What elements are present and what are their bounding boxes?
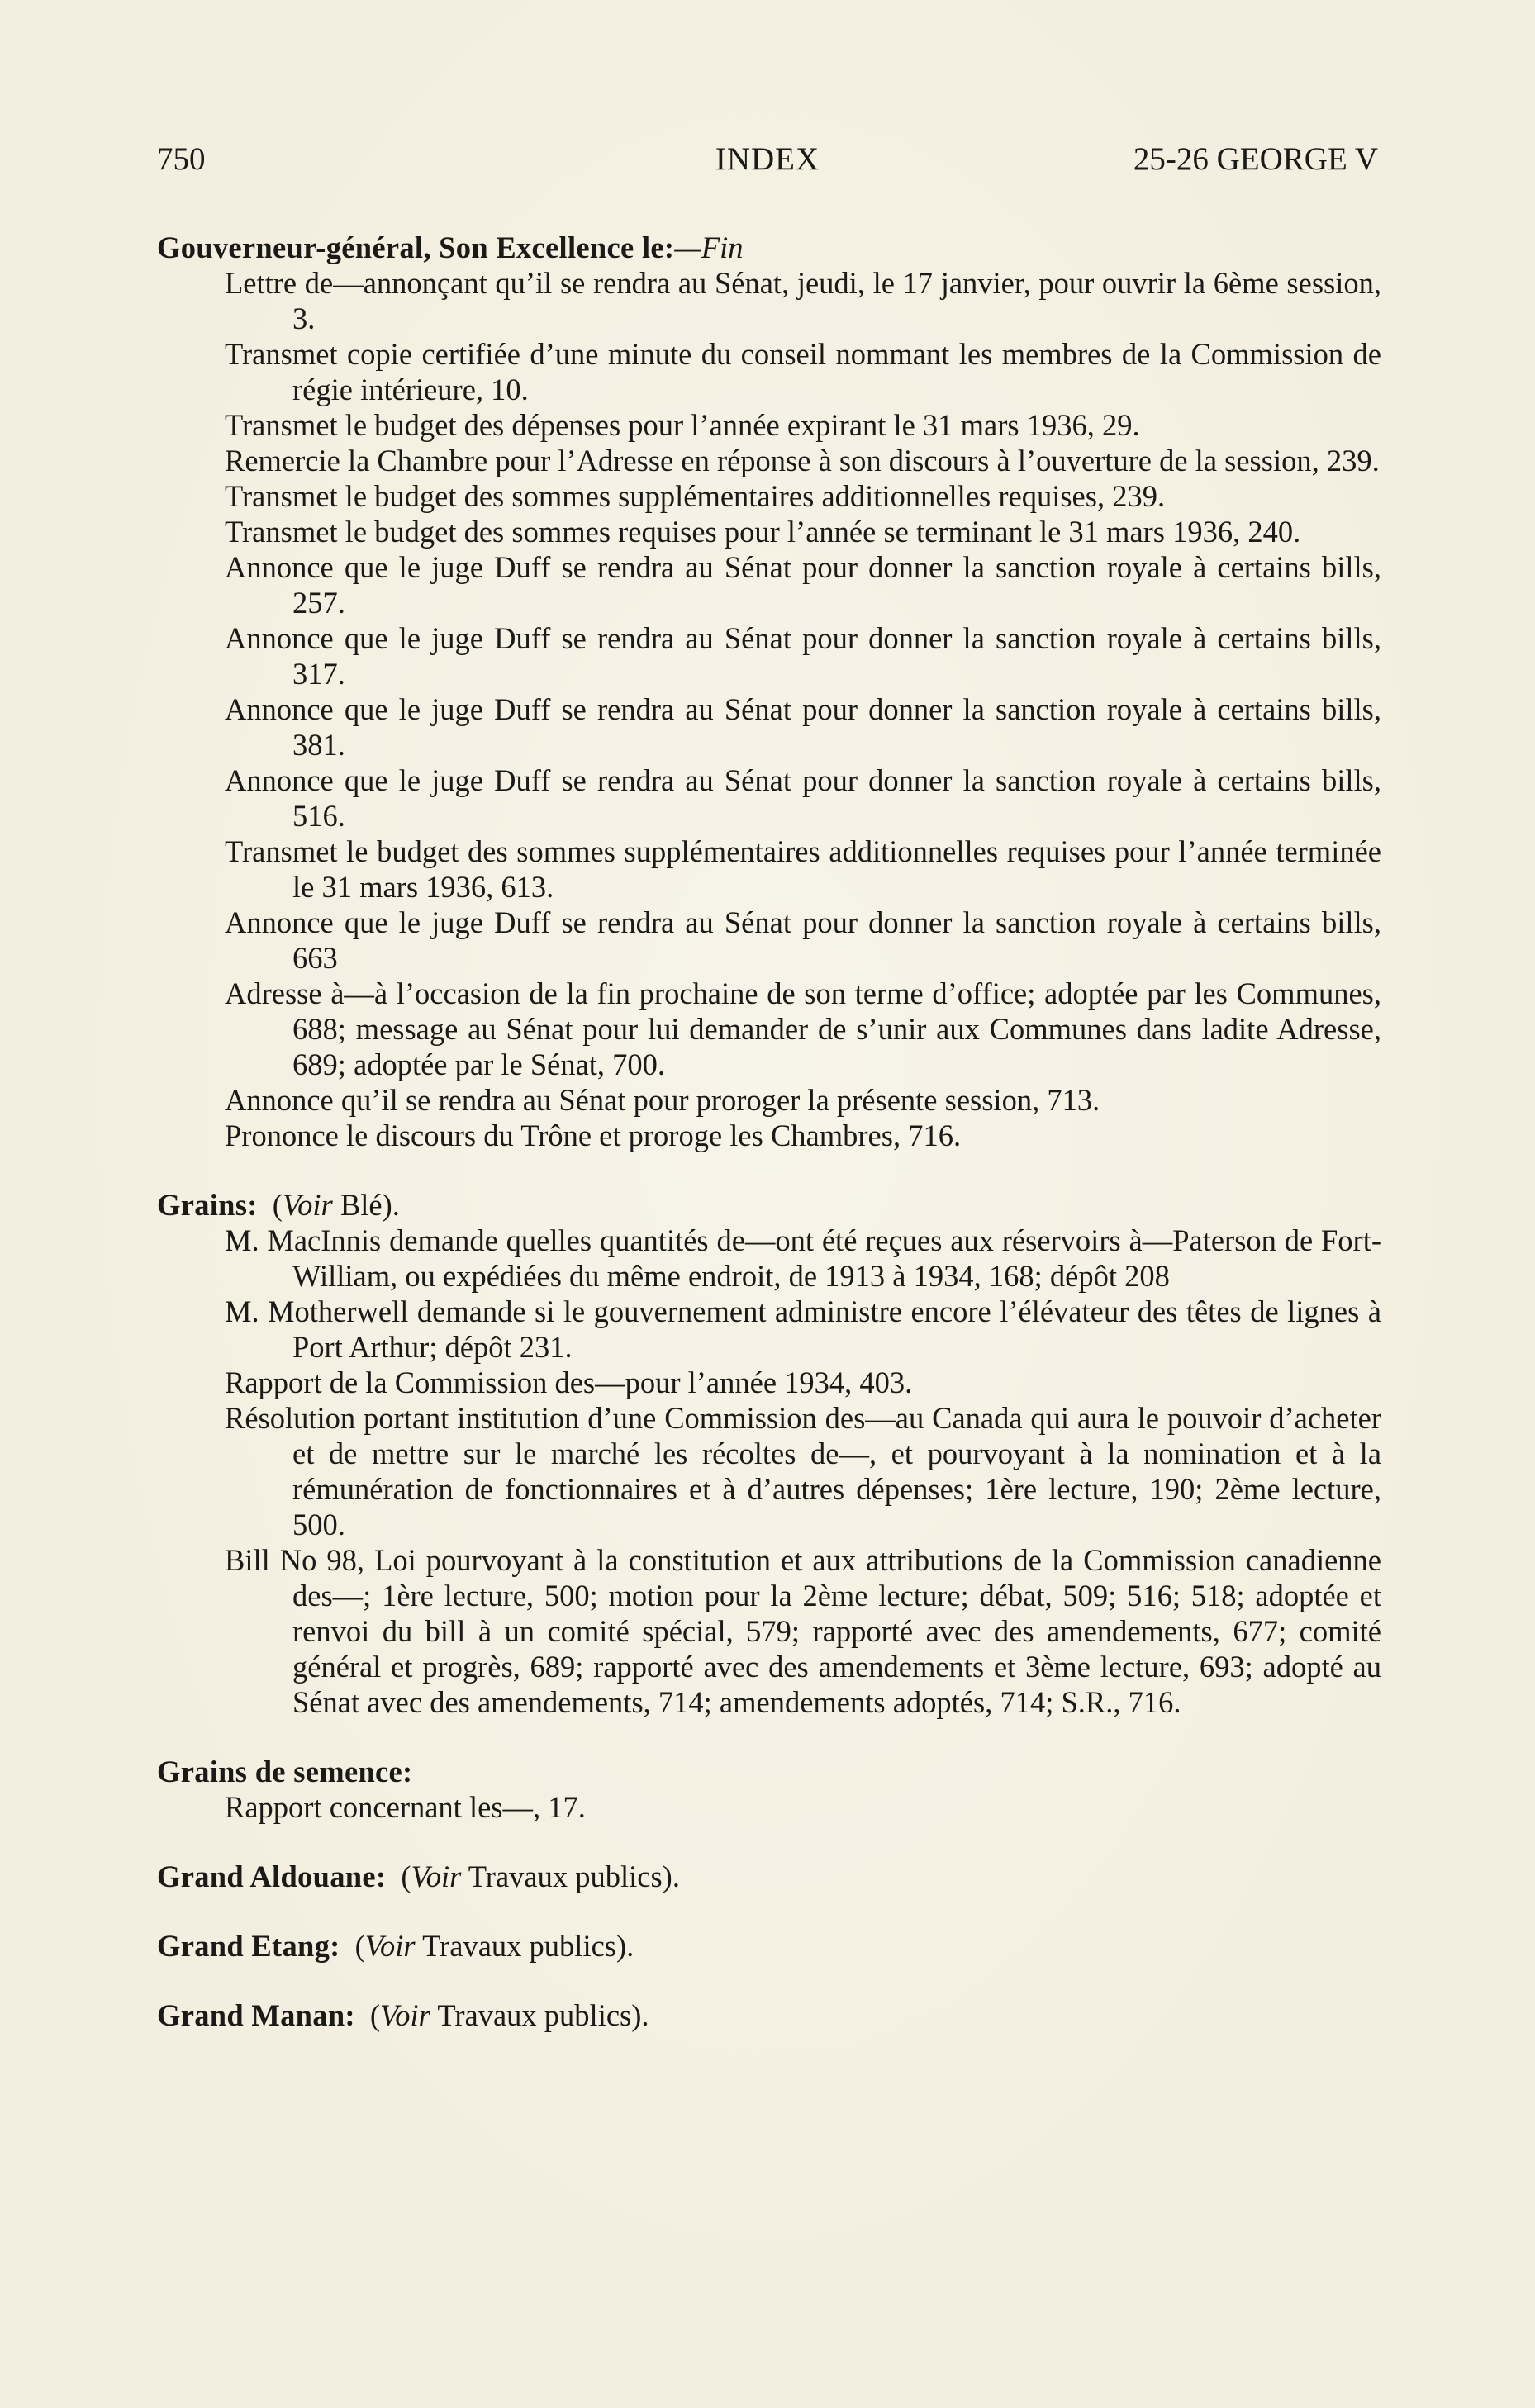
entry-heading: Grains de semence: (157, 1755, 413, 1788)
subentry: Résolution portant institution d’une Commission des—au Canada qui aura le pouvoir d’acheter et de mettre sur le marché les récoltes de—, et pourvoyant à la nomination et à la rémunération de fonctionnaires et à d’autres dépenses; 1ère lecture, 190; 2ème lecture, 500. (225, 1401, 1381, 1541)
voir-word: Voir (411, 1859, 462, 1893)
subentry: Annonce que le juge Duff se rendra au Sénat pour donner la sanction royale à certains bills, 381. (225, 692, 1381, 762)
subentry: Rapport concernant les—, 17. (225, 1790, 586, 1824)
subentry: Rapport de la Commission des—pour l’année 1934, 403. (225, 1365, 913, 1399)
subentry: Annonce que le juge Duff se rendra au Sénat pour donner la sanction royale à certains bills, 257. (225, 550, 1381, 620)
subentry: Transmet le budget des sommes supplémentaires additionnelles requises pour l’année terminée le 31 mars 1936, 613. (225, 834, 1381, 904)
subentry: Remercie la Chambre pour l’Adresse en réponse à son discours à l’ouverture de la session, 239. (225, 444, 1380, 477)
index-entry-grains (157, 1187, 1381, 1720)
entry-heading: Gouverneur-général, Son Excellence le: (157, 230, 675, 264)
subentry: Transmet le budget des dépenses pour l’année expirant le 31 mars 1936, 29. (225, 408, 1140, 442)
cross-reference: (Voir Blé). (272, 1188, 400, 1222)
entry-heading-row (157, 1187, 1381, 1223)
index-entry-grand-etang (157, 1928, 1381, 1964)
entry-heading: Grains: (157, 1188, 258, 1222)
session-label: 25-26 GEORGE V (1133, 141, 1378, 177)
subentry: M. Motherwell demande si le gouvernement administre encore l’élévateur des têtes de lignes à Port Arthur; dépôt 231. (225, 1294, 1381, 1364)
index-entry-grand-aldouane (157, 1859, 1381, 1894)
subentry: Adresse à—à l’occasion de la fin prochaine de son terme d’office; adoptée par les Communes, 688; message au Sénat pour lui demander de s’unir aux Communes dans ladite Adresse, 689; adoptée par le Sénat, 700. (225, 976, 1381, 1081)
entry-heading: Grand Etang: (157, 1929, 340, 1963)
entry-heading-row (157, 1928, 1381, 1964)
entry-heading-row (157, 230, 1381, 265)
cross-reference: (Voir Travaux publics). (369, 1998, 649, 2032)
cross-reference: (Voir Travaux publics). (401, 1859, 680, 1893)
cross-reference: (Voir Travaux publics). (354, 1929, 634, 1963)
subentry: Annonce que le juge Duff se rendra au Sénat pour donner la sanction royale à certains bills, 663 (225, 905, 1381, 975)
index-entry-grand-manan (157, 1997, 1381, 2033)
voir-word: Voir (380, 1998, 430, 2032)
subentry: Prononce le discours du Trône et proroge les Chambres, 716. (225, 1119, 962, 1152)
entry-heading-row (157, 1754, 1381, 1789)
index-entry-gouverneur-general (157, 230, 1381, 1153)
subentry: Annonce que le juge Duff se rendra au Sénat pour donner la sanction royale à certains bills, 317. (225, 621, 1381, 691)
page-title: INDEX (715, 141, 820, 177)
subentry: Annonce qu’il se rendra au Sénat pour proroger la présente session, 713. (225, 1083, 1100, 1117)
entry-heading-row (157, 1859, 1381, 1894)
page-number: 750 (157, 141, 206, 177)
subentry: M. MacInnis demande quelles quantités de—ont été reçues aux réservoirs à—Paterson de Fort-William, ou expédiées du même endroit, de 1913 à 1934, 168; dépôt 208 (225, 1223, 1381, 1293)
entry-heading: Grand Aldouane: (157, 1859, 387, 1893)
entry-heading: Grand Manan: (157, 1998, 355, 2032)
subentry: Lettre de—annonçant qu’il se rendra au Sénat, jeudi, le 17 janvier, pour ouvrir la 6ème session, 3. (225, 266, 1381, 335)
subentry: Bill No 98, Loi pourvoyant à la constitution et aux attributions de la Commission canadienne des—; 1ère lecture, 500; motion pour la 2ème lecture; débat, 509; 516; 518; adoptée et renvoi du bill à un comité spécial, 579; rapporté avec des amendements, 677; comité général et progrès, 689; rapporté avec des amendements et 3ème lecture, 693; adopté au Sénat avec des amendements, 714; amendements adoptés, 714; S.R., 716. (225, 1543, 1381, 1719)
subentry: Annonce que le juge Duff se rendra au Sénat pour donner la sanction royale à certains bills, 516. (225, 763, 1381, 833)
index-entry-grains-de-semence (157, 1754, 1381, 1825)
subentry: Transmet copie certifiée d’une minute du conseil nommant les membres de la Commission de régie intérieure, 10. (225, 337, 1381, 406)
entry-heading-suffix: —Fin (674, 230, 744, 264)
voir-word: Voir (364, 1929, 416, 1963)
subentry: Transmet le budget des sommes supplémentaires additionnelles requises, 239. (225, 479, 1166, 513)
subentry: Transmet le budget des sommes requises pour l’année se terminant le 31 mars 1936, 240. (225, 515, 1301, 549)
voir-word: Voir (282, 1188, 333, 1222)
entry-heading-row (157, 1997, 1381, 2033)
running-head (157, 140, 1378, 180)
index-body (157, 230, 1381, 2033)
